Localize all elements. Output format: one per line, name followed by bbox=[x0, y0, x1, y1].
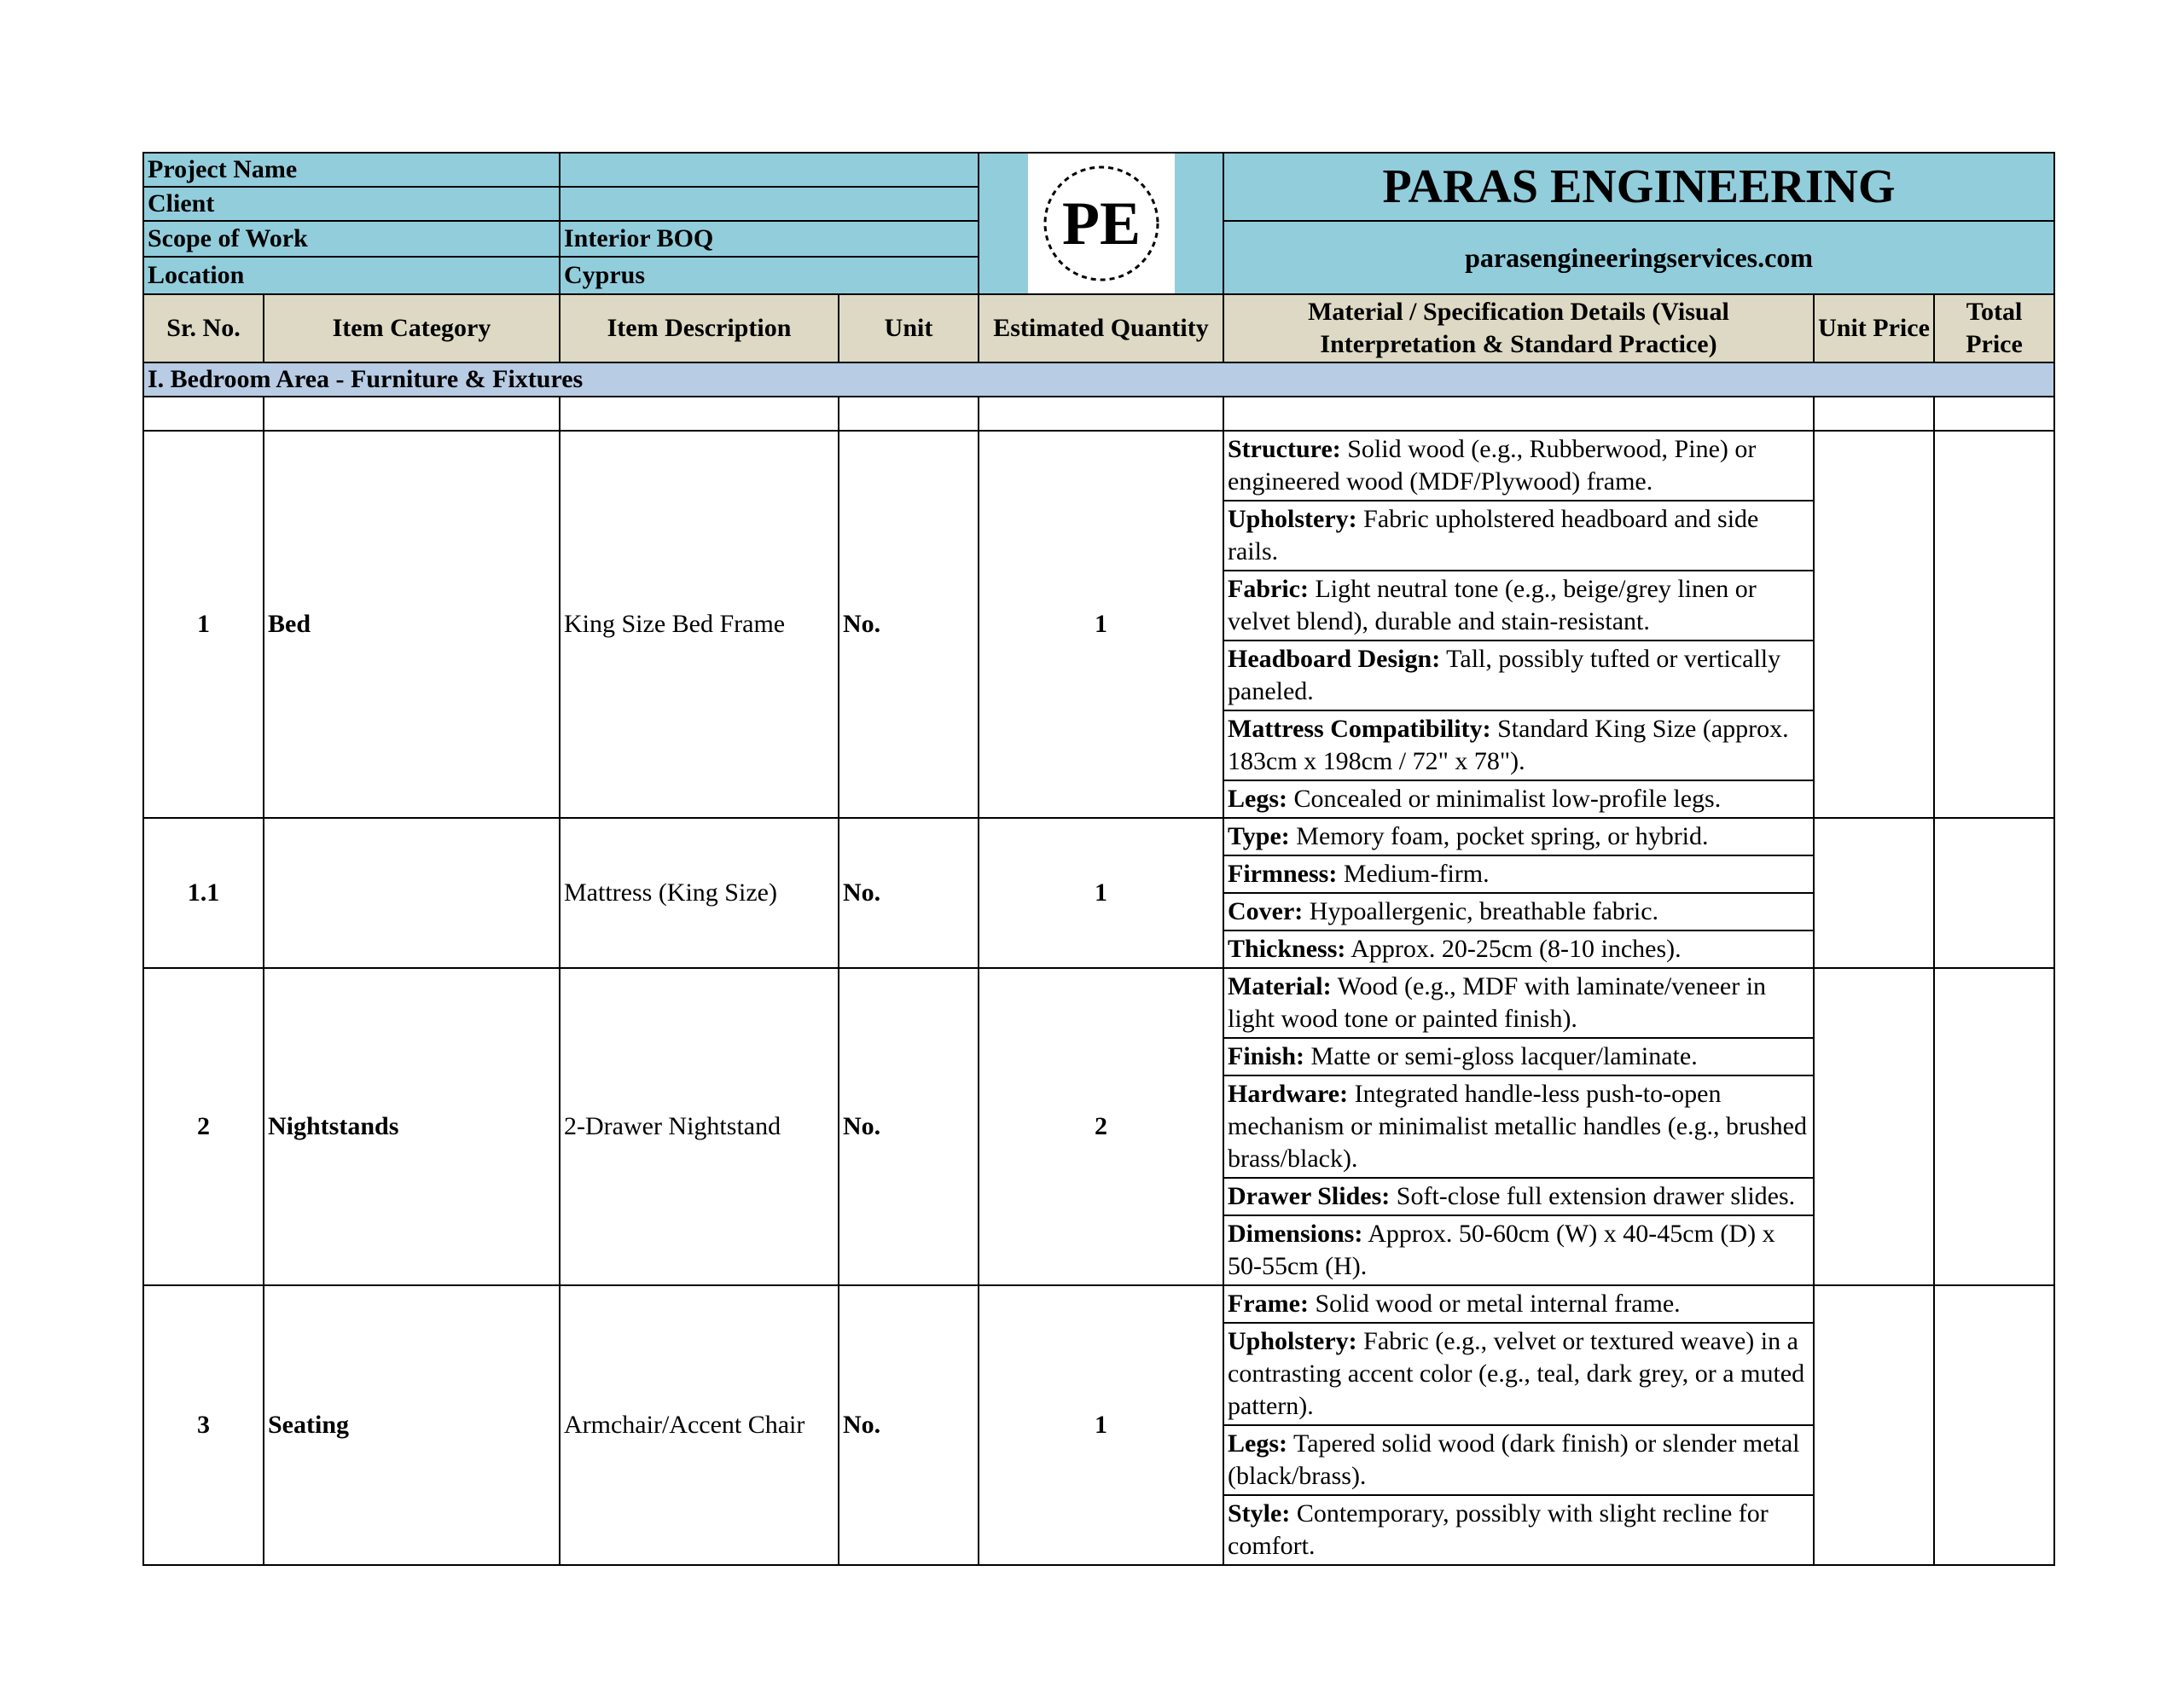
col-unit-price: Unit Price bbox=[1814, 294, 1934, 362]
spec-line bbox=[1223, 1425, 1814, 1495]
col-specification: Material / Specification Details (Visual Interpretation & Standard Practice) bbox=[1223, 294, 1814, 362]
col-total-price: Total Price bbox=[1934, 294, 2054, 362]
col-sr-no: Sr. No. bbox=[143, 294, 264, 362]
item-row-1 bbox=[143, 431, 2054, 501]
spec-key: Style: bbox=[1228, 1499, 1291, 1528]
col-estimated-quantity: Estimated Quantity bbox=[979, 294, 1223, 362]
item-sr-no: 1.1 bbox=[143, 818, 264, 968]
spec-key: Fabric: bbox=[1228, 575, 1309, 603]
item-description: King Size Bed Frame bbox=[560, 431, 839, 818]
spec-line bbox=[1223, 930, 1814, 968]
spec-key: Dimensions: bbox=[1228, 1220, 1363, 1248]
item-sr-no: 3 bbox=[143, 1285, 264, 1565]
company-name: PARAS ENGINEERING bbox=[1223, 153, 2054, 221]
spec-text: Approx. 20-25cm (8-10 inches). bbox=[1345, 935, 1682, 963]
spec-text: Soft-close full extension drawer slides. bbox=[1390, 1182, 1796, 1210]
spec-text: Fabric upholstered headboard and side rails. bbox=[1228, 505, 1759, 565]
item-quantity: 1 bbox=[979, 431, 1223, 818]
spec-line bbox=[1223, 780, 1814, 818]
spec-line bbox=[1223, 1495, 1814, 1565]
spec-line bbox=[1223, 571, 1814, 641]
spec-line bbox=[1223, 818, 1814, 855]
item-quantity: 1 bbox=[979, 818, 1223, 968]
boq-table bbox=[142, 152, 2055, 1566]
col-unit: Unit bbox=[839, 294, 979, 362]
blank-cell[interactable] bbox=[264, 397, 560, 431]
spec-key: Frame: bbox=[1228, 1290, 1309, 1318]
item-unit: No. bbox=[839, 431, 979, 818]
spec-line bbox=[1223, 1215, 1814, 1285]
spec-text: Solid wood (e.g., Rubberwood, Pine) or engineered wood (MDF/Plywood) frame. bbox=[1228, 435, 1757, 496]
location-label: Location bbox=[143, 257, 560, 294]
spec-key: Thickness: bbox=[1228, 935, 1346, 963]
blank-cell[interactable] bbox=[1223, 397, 1814, 431]
spec-key: Finish: bbox=[1228, 1042, 1305, 1070]
spec-key: Drawer Slides: bbox=[1228, 1182, 1391, 1210]
blank-cell[interactable] bbox=[1934, 397, 2054, 431]
spec-key: Cover: bbox=[1228, 897, 1304, 925]
total-price-cell[interactable] bbox=[1934, 431, 2054, 818]
spec-text: Contemporary, possibly with slight recline for comfort. bbox=[1228, 1499, 1769, 1560]
spec-key: Legs: bbox=[1228, 1429, 1287, 1458]
logo-monogram: PE bbox=[1061, 189, 1141, 258]
spec-key: Material: bbox=[1228, 972, 1332, 1000]
spec-line bbox=[1223, 501, 1814, 571]
total-price-cell[interactable] bbox=[1934, 818, 2054, 968]
spec-key: Headboard Design: bbox=[1228, 645, 1441, 673]
client-label: Client bbox=[143, 187, 560, 221]
spec-text: Solid wood or metal internal frame. bbox=[1308, 1290, 1681, 1318]
spec-text: Medium-firm. bbox=[1337, 860, 1490, 888]
client-value[interactable] bbox=[560, 187, 979, 221]
col-item-description: Item Description bbox=[560, 294, 839, 362]
item-description: 2-Drawer Nightstand bbox=[560, 968, 839, 1285]
blank-cell[interactable] bbox=[143, 397, 264, 431]
spec-text: Matte or semi-gloss lacquer/laminate. bbox=[1304, 1042, 1698, 1070]
spec-line bbox=[1223, 431, 1814, 501]
spec-text: Hypoallergenic, breathable fabric. bbox=[1303, 897, 1659, 925]
item-unit: No. bbox=[839, 968, 979, 1285]
item-description: Mattress (King Size) bbox=[560, 818, 839, 968]
spec-line bbox=[1223, 1178, 1814, 1215]
spec-text: Concealed or minimalist low-profile legs. bbox=[1287, 785, 1722, 813]
spec-text: Wood (e.g., MDF with laminate/veneer in light wood tone or painted finish). bbox=[1228, 972, 1767, 1033]
logo-cell bbox=[979, 153, 1223, 294]
spec-key: Structure: bbox=[1228, 435, 1341, 463]
unit-price-cell[interactable] bbox=[1814, 818, 1934, 968]
spec-line bbox=[1223, 855, 1814, 893]
scope-label: Scope of Work bbox=[143, 221, 560, 257]
company-website[interactable]: parasengineeringservices.com bbox=[1223, 221, 2054, 294]
blank-cell[interactable] bbox=[560, 397, 839, 431]
total-price-cell[interactable] bbox=[1934, 1285, 2054, 1565]
spec-text: Standard King Size (approx. 183cm x 198cm / 72" x 78"). bbox=[1228, 715, 1789, 775]
item-category: Nightstands bbox=[264, 968, 560, 1285]
spec-key: Upholstery: bbox=[1228, 505, 1357, 533]
item-unit: No. bbox=[839, 1285, 979, 1565]
spec-line bbox=[1223, 1323, 1814, 1425]
spec-line bbox=[1223, 710, 1814, 780]
item-quantity: 2 bbox=[979, 968, 1223, 1285]
spec-line bbox=[1223, 1038, 1814, 1075]
unit-price-cell[interactable] bbox=[1814, 968, 1934, 1285]
item-row-3 bbox=[143, 1285, 2054, 1323]
project-name-label: Project Name bbox=[143, 153, 560, 187]
spec-line bbox=[1223, 1285, 1814, 1323]
total-price-cell[interactable] bbox=[1934, 968, 2054, 1285]
spec-key: Firmness: bbox=[1228, 860, 1338, 888]
spec-line bbox=[1223, 968, 1814, 1038]
spec-line bbox=[1223, 641, 1814, 710]
spec-text: Fabric (e.g., velvet or textured weave) in a contrasting accent color (e.g., teal, dark grey, or a muted pattern). bbox=[1228, 1327, 1805, 1420]
project-name-value[interactable] bbox=[560, 153, 979, 187]
item-category bbox=[264, 818, 560, 968]
item-row-1-1 bbox=[143, 818, 2054, 855]
col-item-category: Item Category bbox=[264, 294, 560, 362]
item-category: Bed bbox=[264, 431, 560, 818]
spec-line bbox=[1223, 893, 1814, 930]
unit-price-cell[interactable] bbox=[1814, 1285, 1934, 1565]
item-sr-no: 1 bbox=[143, 431, 264, 818]
spec-key: Hardware: bbox=[1228, 1080, 1349, 1108]
unit-price-cell[interactable] bbox=[1814, 431, 1934, 818]
spec-text: Tapered solid wood (dark finish) or slender metal (black/brass). bbox=[1228, 1429, 1800, 1490]
spec-text: Tall, possibly tufted or vertically paneled. bbox=[1228, 645, 1781, 705]
item-row-2 bbox=[143, 968, 2054, 1038]
spec-key: Type: bbox=[1228, 822, 1290, 850]
spec-key: Legs: bbox=[1228, 785, 1287, 813]
spec-line bbox=[1223, 1075, 1814, 1178]
blank-row bbox=[143, 397, 2054, 431]
spec-key: Mattress Compatibility: bbox=[1228, 715, 1491, 743]
item-category: Seating bbox=[264, 1285, 560, 1565]
item-unit: No. bbox=[839, 818, 979, 968]
spec-key: Upholstery: bbox=[1228, 1327, 1357, 1355]
location-value[interactable]: Cyprus bbox=[560, 257, 979, 294]
blank-cell[interactable] bbox=[1814, 397, 1934, 431]
item-quantity: 1 bbox=[979, 1285, 1223, 1565]
spec-text: Approx. 50-60cm (W) x 40-45cm (D) x 50-55cm (H). bbox=[1228, 1220, 1775, 1280]
spec-text: Integrated handle-less push-to-open mechanism or minimalist metallic handles (e.g., brushed brass/black). bbox=[1228, 1080, 1807, 1173]
blank-cell[interactable] bbox=[839, 397, 979, 431]
spec-text: Light neutral tone (e.g., beige/grey linen or velvet blend), durable and stain-resistant. bbox=[1228, 575, 1757, 635]
section-title: I. Bedroom Area - Furniture & Fixtures bbox=[143, 362, 2054, 397]
item-sr-no: 2 bbox=[143, 968, 264, 1285]
scope-value[interactable]: Interior BOQ bbox=[560, 221, 979, 257]
company-logo bbox=[1028, 154, 1175, 293]
spec-text: Memory foam, pocket spring, or hybrid. bbox=[1289, 822, 1709, 850]
item-description: Armchair/Accent Chair bbox=[560, 1285, 839, 1565]
blank-cell[interactable] bbox=[979, 397, 1223, 431]
